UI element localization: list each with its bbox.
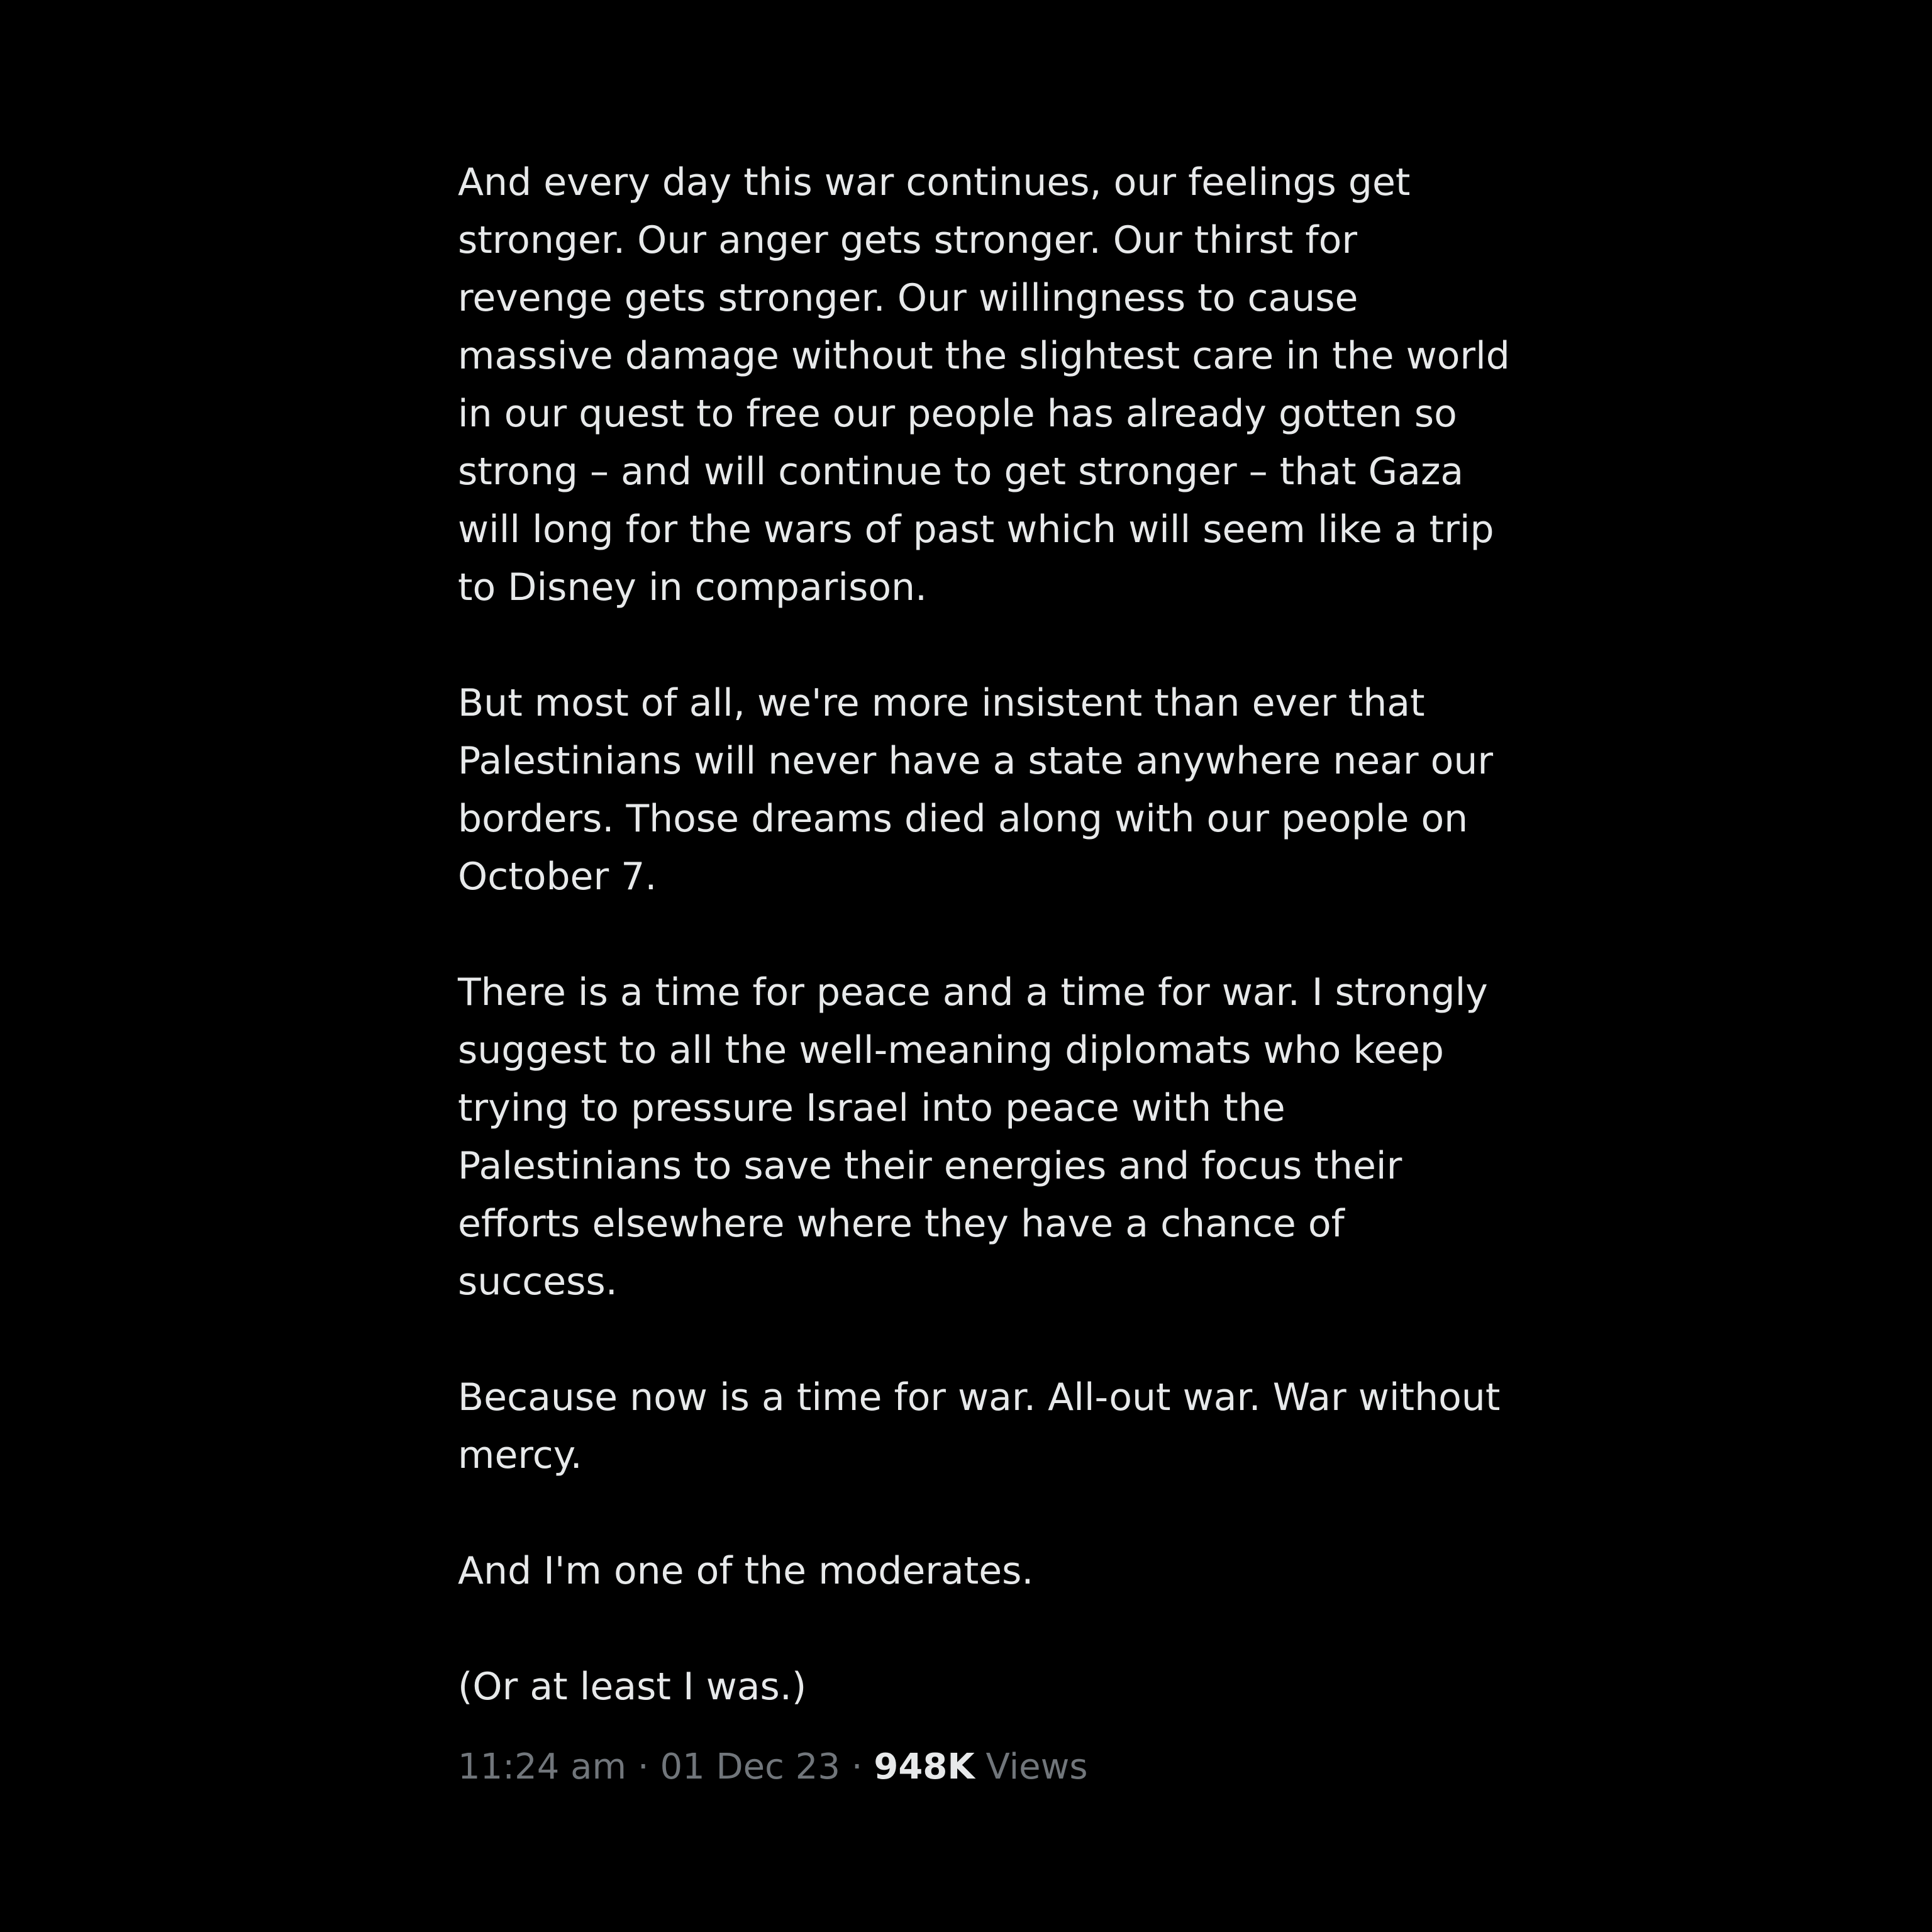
views-count[interactable]: 948K bbox=[874, 1746, 975, 1787]
tweet-paragraph-5: And I'm one of the moderates. bbox=[458, 1549, 1034, 1593]
meta-separator: · bbox=[851, 1746, 863, 1787]
tweet-paragraph-2: But most of all, we're more insistent than ever that Palestinians will never have a state anywhere near our borders. Those dreams died along with our people on October 7. bbox=[458, 681, 1494, 899]
views-label[interactable]: Views bbox=[985, 1746, 1088, 1787]
tweet-paragraph-4: Because now is a time for war. All-out war. War without mercy. bbox=[458, 1375, 1501, 1477]
tweet-time[interactable]: 11:24 am bbox=[458, 1746, 627, 1787]
tweet-paragraph-1: And every day this war continues, our feelings get stronger. Our anger gets stronger. Our thirst for revenge gets stronger. Our willingness to cause massive damage without the slightest care in the world in our quest to free our people has already gotten so strong – and will continue to get stronger – that Gaza will long for the wars of past which will seem like a trip to Disney in comparison. bbox=[458, 160, 1510, 609]
tweet-paragraph-3: There is a time for peace and a time for war. I strongly suggest to all the well-meaning diplomats who keep trying to pressure Israel into peace with the Palestinians to save their energies and focus their efforts elsewhere where they have a chance of success. bbox=[458, 970, 1488, 1304]
tweet-meta bbox=[458, 1742, 1514, 1792]
meta-separator: · bbox=[637, 1746, 649, 1787]
tweet-body bbox=[458, 153, 1514, 1792]
tweet-paragraph-6: (Or at least I was.) bbox=[458, 1665, 807, 1709]
tweet-date[interactable]: 01 Dec 23 bbox=[660, 1746, 840, 1787]
